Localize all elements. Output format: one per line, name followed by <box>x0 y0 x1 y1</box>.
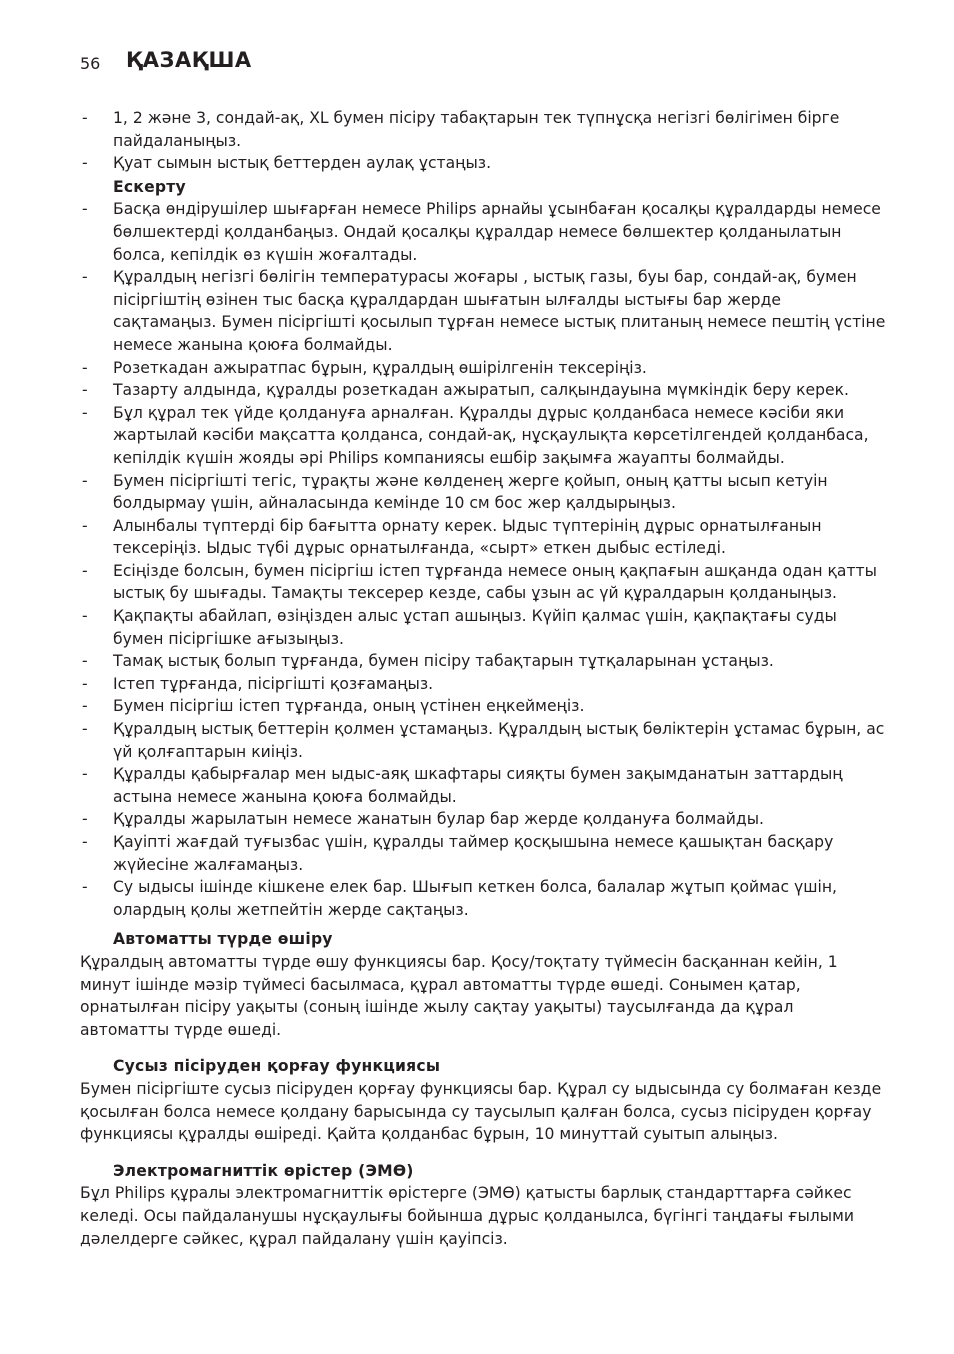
list-item: - Құралды қабырғалар мен ыдыс-аяқ шкафтары сияқты бумен зақымданатын заттардың астына немесе жанына қоюға болмайды. <box>82 765 843 806</box>
list-item: - Қақпақты абайлап, өзіңізден алыс ұстап ашыңыз. Күйіп қалмас үшін, қақпақтағы суды бумен пісіргішке ағызыңыз. <box>82 607 837 648</box>
emf-paragraph: Бұл Philips құралы электромагниттік өрістерге (ЭМӨ) қатысты барлық стандарттарға сәйкес келеді. Осы пайдаланушы нұсқаулығы бойынша дұрыс қолданылса, бүгінгі таңдағы ғылыми дәлелдерге сәйкес, құрал пайдалану үшін қауіпсіз. <box>80 1184 854 1248</box>
bullet-dash: - <box>82 471 88 490</box>
bullet-dash: - <box>82 268 88 287</box>
bullet-dash: - <box>82 878 88 897</box>
caution-heading: Ескерту <box>113 177 186 196</box>
list-item: - Бумен пісіргіш істеп тұрғанда, оның үстінен еңкеймеңіз. <box>80 695 886 718</box>
bullet-dash: - <box>82 200 88 219</box>
bullet-dash: - <box>82 109 88 127</box>
list-item: - Тазарту алдында, құралды розеткадан ажыратып, салқындауына мүмкіндік беру керек. <box>80 379 886 402</box>
list-item: - Есіңізде болсын, бумен пісіргіш істеп тұрғанда немесе оның қақпағын ашқанда одан қатты ыстық бу шығады. Тамақты тексерер кезде, сабы ұзын ас үй құралдарын қолданыңыз. <box>82 561 877 603</box>
bullet-dash: - <box>82 720 88 739</box>
list-item: - Бұл құрал тек үйде қолдануға арналған. Құралды дұрыс қолданбаса немесе кәсіби яки жартылай кәсіби мақсатта қолданса, сондай-ақ, нұсқаулықта көрсетілгендей қолданбаса, кепілдік күшін жояды әрі Philips компаниясы ешбір зақымға жауапты болмайды. <box>82 403 869 467</box>
auto-off-paragraph: Құралдың автоматты түрде өшу функциясы бар. Қосу/тоқтату түймесін басқаннан кейін, 1 минут ішінде мәзір түймесі басылмаса, құрал автоматты түрде өшеді. Сонымен қатар, орнатылған пісіру уақыты (соның ішінде жылу сақтау уақыты) таусылғанда да құрал автоматты түрде өшеді. <box>80 952 838 1039</box>
bullet-dash: - <box>82 381 88 400</box>
list-item: - Қауіпті жағдай туғызбас үшін, құралды таймер қосқышына немесе қашықтан басқару жүйесіне жалғамаңыз. <box>82 833 834 874</box>
list-item: - Құралды жарылатын немесе жанатын булар бар жерде қолдануға болмайды. <box>80 808 886 831</box>
bullet-dash: - <box>82 154 88 173</box>
page-content <box>80 107 886 1250</box>
list-item: - Қуат сымын ыстық беттерден аулақ ұстаңыз. <box>80 152 886 175</box>
page-number: 56 <box>80 54 101 73</box>
bullet-dash: - <box>82 516 88 535</box>
dry-boil-paragraph: Бумен пісіргіште сусыз пісіруден қорғау функциясы бар. Құрал су ыдысында су болмаған кезде қосылған болса немесе қолдану барысында су таусылып қалған болса, сусыз пісіруден қорғау функциясы құралды өшіреді. Қайта қолданбас бұрын, 10 минуттай суытып алыңыз. <box>80 1079 882 1144</box>
list-item: - Құралдың негізгі бөлігін температурасы жоғары , ыстық газы, буы бар, сондай-ақ, бумен пісіргіштің өзінен тыс басқа құралдардан шығатын ылғалды ыстығы бар жерде сақтамаңыз. Бумен пісіргішті қосылып тұрған немесе ыстық плитаның немесе пештің үстіне немесе жанына қоюға болмайды. <box>82 268 886 354</box>
dry-boil-heading: Сусыз пісіруден қорғау функциясы <box>113 1057 441 1076</box>
bullet-dash: - <box>82 674 88 693</box>
bullet-dash: - <box>82 561 88 580</box>
caution-bullet-list <box>80 198 886 921</box>
list-item: - Розеткадан ажыратпас бұрын, құралдың өшірілгенін тексеріңіз. <box>80 357 886 380</box>
bullet-dash: - <box>82 403 88 422</box>
auto-off-heading: Автоматты түрде өшіру <box>113 930 333 949</box>
bullet-dash: - <box>82 810 88 829</box>
list-item: - Құралдың ыстық беттерін қолмен ұстамаңыз. Құралдың ыстық бөліктерін ұстамас бұрын, ас үй қолғаптарын киіңіз. <box>82 720 885 761</box>
section-language-title: ҚАЗАҚША <box>126 48 252 72</box>
bullet-dash: - <box>82 765 88 784</box>
bullet-dash: - <box>82 697 88 716</box>
list-item: - Басқа өндірушілер шығарған немесе Philips арнайы ұсынбаған қосалқы құралдарды немесе бөлшектерді қолданбаңыз. Ондай қосалқы құралдар немесе бөлшектер қолданылатын болса, кепілдік өз күшін жоғалтады. <box>82 200 881 264</box>
bullet-dash: - <box>82 358 88 377</box>
list-item: - Алынбалы түптерді бір бағытта орнату керек. Ыдыс түптерінің дұрыс орнатылғанын тексеріңіз. Ыдыс түбі дұрыс орнатылғанда, «сырт» еткен дыбыс естіледі. <box>82 516 822 558</box>
list-item: - Су ыдысы ішінде кішкене елек бар. Шығып кеткен болса, балалар жұтып қоймас үшін, олардың қолы жетпейтін жерде сақтаңыз. <box>82 878 837 919</box>
list-item: - Істеп тұрғанда, пісіргішті қозғамаңыз. <box>80 673 886 696</box>
intro-bullet-list <box>80 107 886 175</box>
bullet-dash: - <box>82 833 88 851</box>
bullet-dash: - <box>82 607 88 626</box>
list-item: - Тамақ ыстық болып тұрғанда, бумен пісіру табақтарын тұтқаларынан ұстаңыз. <box>80 650 886 673</box>
bullet-dash: - <box>82 652 88 671</box>
emf-heading: Электромагниттік өрістер (ЭМӨ) <box>113 1161 414 1180</box>
list-item: - Бумен пісіргішті тегіс, тұрақты және көлденең жерге қойып, оның қатты ысып кетуін болдырмау үшін, айналасында кемінде 10 см бос жер қалдырыңыз. <box>82 471 828 513</box>
list-item: - 1, 2 және 3, сондай-ақ, XL бумен пісіру табақтарын тек түпнұсқа негізгі бөлігімен бірге пайдаланыңыз. <box>82 109 840 150</box>
